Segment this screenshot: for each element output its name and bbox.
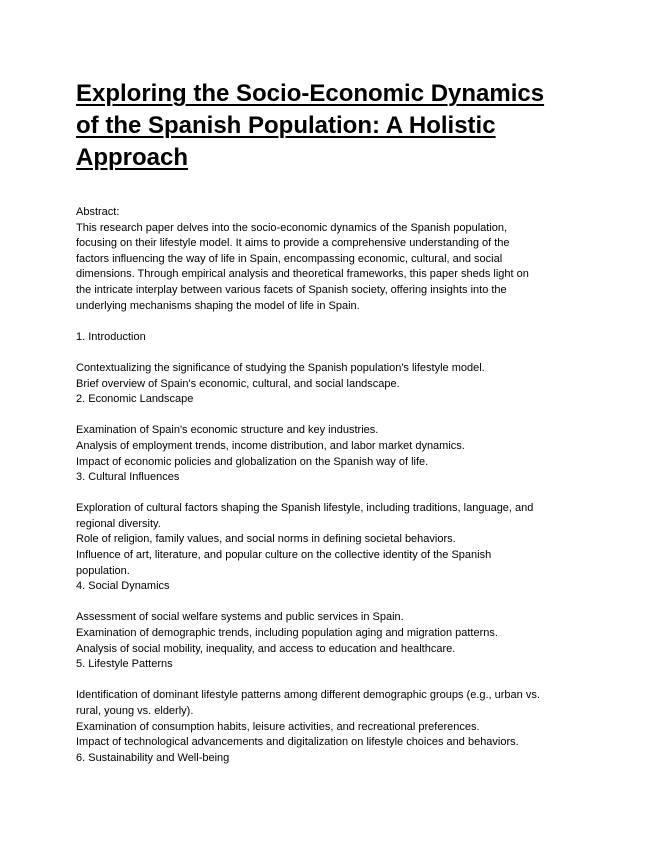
abstract-line: focusing on their lifestyle model. It aims to provide a comprehensive understanding of the xyxy=(76,237,510,250)
section-line: Identification of dominant lifestyle patterns among different demographic groups (e.g., urban vs. xyxy=(76,689,540,702)
section-heading: 4. Social Dynamics xyxy=(76,580,170,593)
abstract-line: the intricate interplay between various facets of Spanish society, offering insights into the xyxy=(76,283,507,296)
paragraph-gap xyxy=(76,595,578,611)
abstract-line: factors influencing the way of life in Spain, encompassing economic, cultural, and social xyxy=(76,252,503,265)
section-line: Assessment of social welfare systems and public services in Spain. xyxy=(76,611,404,624)
title-line: Exploring the Socio-Economic Dynamics xyxy=(76,80,545,107)
section-line: rural, young vs. elderly). xyxy=(76,705,194,717)
section-introduction xyxy=(76,330,578,392)
section-line: Examination of Spain's economic structure and key industries. xyxy=(76,424,379,437)
section-line: Contextualizing the significance of studying the Spanish population's lifestyle model. xyxy=(76,361,485,374)
paragraph-gap xyxy=(76,314,578,330)
section-line: Role of religion, family values, and social norms in defining societal behaviors. xyxy=(76,533,456,546)
section-economic-landscape xyxy=(76,392,578,470)
paragraph-gap xyxy=(76,345,578,361)
abstract-line: underlying mechanisms shaping the model of life in Spain. xyxy=(76,299,360,312)
section-heading: 1. Introduction xyxy=(76,330,146,343)
section-line: Influence of art, literature, and popular culture on the collective identity of the Spanish xyxy=(76,549,492,562)
abstract-line: dimensions. Through empirical analysis and theoretical frameworks, this paper sheds light on xyxy=(76,268,529,281)
section-line: Impact of economic policies and globalization on the Spanish way of life. xyxy=(76,455,429,468)
abstract xyxy=(76,205,578,314)
title-line: of the Spanish Population: A Holistic xyxy=(76,112,496,139)
section-heading: 5. Lifestyle Patterns xyxy=(76,658,173,671)
section-sustainability xyxy=(76,751,578,767)
section-line: Examination of consumption habits, leisure activities, and recreational preferences. xyxy=(76,720,480,733)
section-heading: 3. Cultural Influences xyxy=(76,471,180,484)
section-heading: 6. Sustainability and Well-being xyxy=(76,751,230,764)
document-body xyxy=(76,205,578,766)
section-line: population. xyxy=(76,564,130,577)
section-line: Analysis of social mobility, inequality, and access to education and healthcare. xyxy=(76,642,456,655)
section-line: Examination of demographic trends, including population aging and migration patterns. xyxy=(76,627,498,640)
document-title xyxy=(76,78,578,174)
abstract-label: Abstract: xyxy=(76,206,120,218)
section-line: Analysis of employment trends, income distribution, and labor market dynamics. xyxy=(76,439,465,452)
paragraph-gap xyxy=(76,408,578,424)
abstract-line: This research paper delves into the socio-economic dynamics of the Spanish population, xyxy=(76,221,508,234)
title-line: Approach xyxy=(76,144,189,171)
section-lifestyle-patterns xyxy=(76,657,578,751)
section-line: Exploration of cultural factors shaping the Spanish lifestyle, including traditions, language, and xyxy=(76,502,534,515)
document-page xyxy=(76,78,578,766)
paragraph-gap xyxy=(76,486,578,502)
section-line: regional diversity. xyxy=(76,517,161,530)
paragraph-gap xyxy=(76,673,578,689)
section-line: Brief overview of Spain's economic, cultural, and social landscape. xyxy=(76,377,400,390)
section-heading: 2. Economic Landscape xyxy=(76,393,194,406)
section-line: Impact of technological advancements and digitalization on lifestyle choices and behaviors. xyxy=(76,736,519,749)
section-social-dynamics xyxy=(76,579,578,657)
section-cultural-influences xyxy=(76,470,578,579)
